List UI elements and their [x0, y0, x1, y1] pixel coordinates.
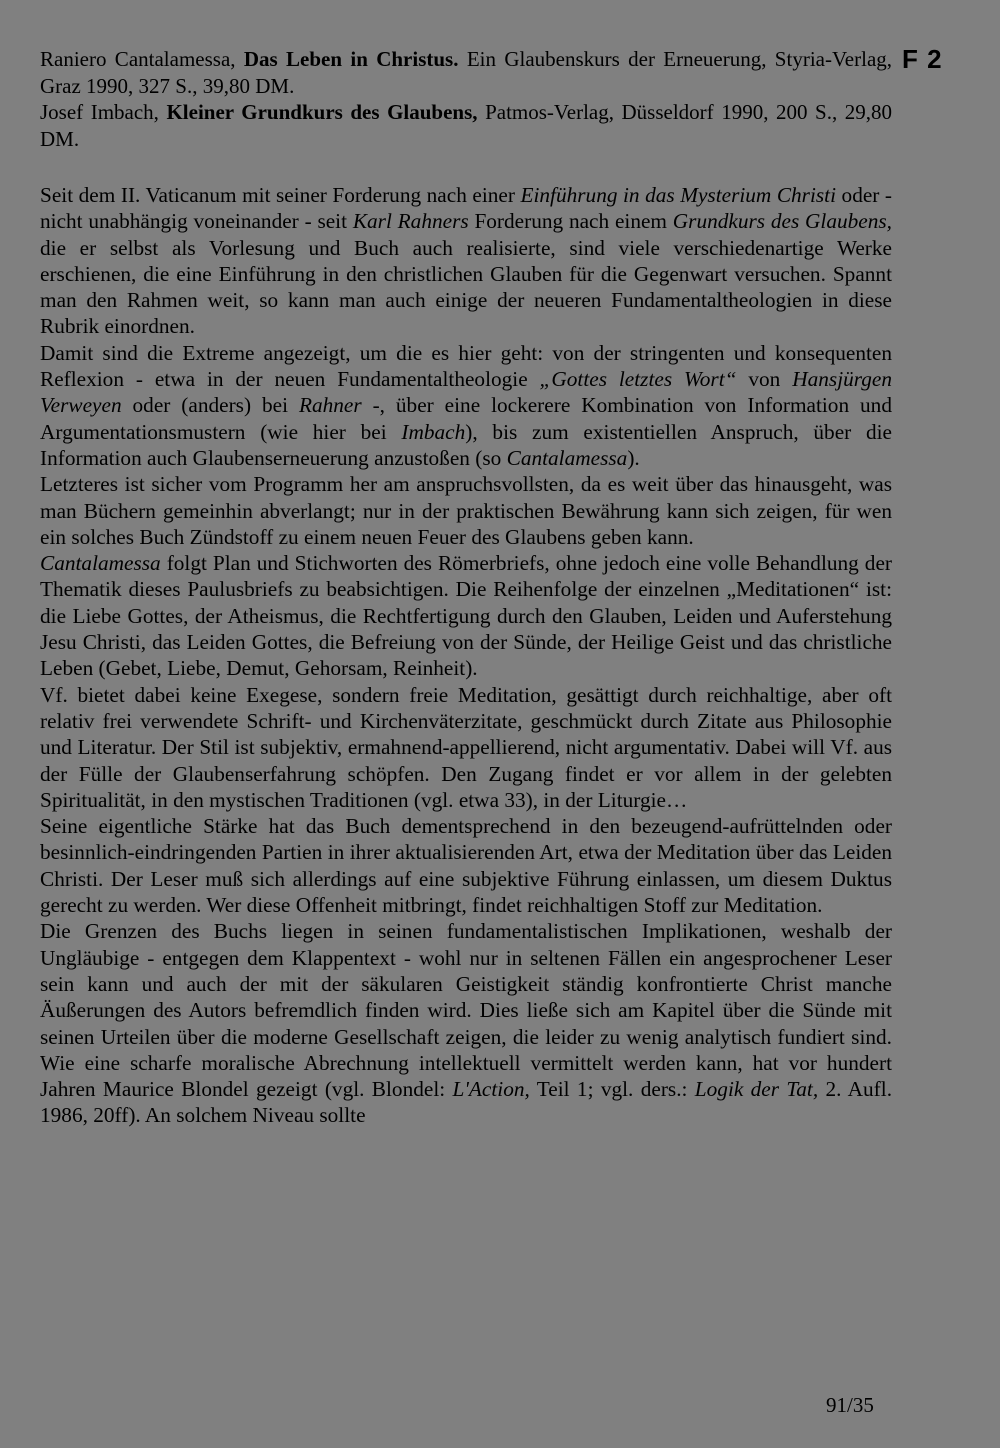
text-run: Teil 1; vgl. ders.:	[529, 1077, 695, 1102]
text-run: ), bis zum existentiellen Anspruch, über die Information auch Glaubenserneuerung anzustoßen (so	[40, 419, 893, 470]
paragraph-2	[40, 340, 892, 471]
bib-title: Das Leben in Christus.	[243, 47, 459, 71]
italic-run: „Gottes letztes Wort“	[539, 367, 737, 392]
text-run: Forderung nach einem	[468, 209, 673, 234]
italic-run: Hansjürgen Verweyen	[40, 367, 893, 418]
paragraph-1	[40, 182, 892, 340]
text-run: folgt Plan und Stichworten des Römerbriefs, ohne jedoch eine volle Behandlung der Thematik dieses Paulusbriefs zu beabsichtigen. Die Reihenfolge der einzelnen „Meditationen“ ist: die Liebe Gottes, der Atheismus, die Rechtfertigung durch den Glauben, Leiden und Auferstehung Jesu Christi, das Leiden Gottes, die Befreiung von der Sünde, der Heilige Geist und das christliche Leben (Gebet, Liebe, Demut, Gehorsam, Reinheit).	[40, 551, 892, 681]
text-run: oder (anders) bei	[121, 393, 299, 418]
bib-author: Raniero Cantalamessa,	[40, 47, 236, 71]
italic-run: Einführung in das Mysterium Christi	[520, 183, 837, 207]
italic-run: Karl Rahners	[352, 209, 469, 234]
italic-run: Grundkurs des Glaubens,	[672, 209, 892, 234]
review-page	[40, 46, 892, 1129]
text-run: Damit sind die Extreme angezeigt, um die es hier geht: von der stringenten und konsequenten Reflexion - etwa in der neuen Fundamentaltheologie	[40, 340, 892, 392]
bib-title: Kleiner Grundkurs des Glaubens,	[166, 100, 478, 124]
bib-details: Patmos-Verlag, Düsseldorf 1990, 200 S., 29,80 DM.	[40, 100, 892, 151]
bibliography-entry-1	[40, 46, 892, 99]
bibliography-entry-2	[40, 99, 892, 152]
italic-run: Cantalamessa	[506, 445, 628, 470]
text-run: ).	[627, 445, 640, 470]
text-run: Seit dem II. Vaticanum mit seiner Forderung nach einer	[40, 183, 521, 207]
text-run: 2. Aufl. 1986, 20ff). An solchem Niveau sollte	[40, 1077, 893, 1128]
italic-run: Logik der Tat,	[694, 1077, 819, 1102]
paragraph-7	[40, 918, 892, 1128]
text-run: -, über eine lockerere Kombination von Information und Argumentationsmustern (wie hier bei	[40, 393, 892, 444]
paragraph-5: Vf. bietet dabei keine Exegese, sondern freie Meditation, gesättigt durch reichhaltige, aber oft relativ frei verwendete Schrift- und Kirchenväterzitate, geschmückt durch Zitate aus Philosophie und Literatur. Der Stil ist subjektiv, ermahnend-appellierend, nicht argumentativ. Dabei will Vf. aus der Fülle der Glaubenserfahrung schöpfen. Den Zugang findet er vor allem in der gelebten Spiritualität, in den mystischen Traditionen (vgl. etwa 33), in der Liturgie…	[40, 682, 892, 812]
paragraph-4	[40, 550, 892, 681]
paragraph-3: Letzteres ist sicher vom Programm her am anspruchsvollsten, da es weit über das hinausgeht, was man Büchern gemeinhin abverlangt; nur in der praktischen Bewährung kann sich zeigen, für wen ein solches Buch Zündstoff zu einem neuen Feuer des Glaubens geben kann.	[40, 472, 892, 549]
text-run: Die Grenzen des Buchs liegen in seinen fundamentalistischen Implikationen, weshalb der Ungläubige - entgegen dem Klappentext - wohl nur in seltenen Fällen ein angesprochener Leser sein kann und auch der mit der säkularen Geistigkeit ständig konfrontierte Christ manche Äußerungen des Autors befremdlich finden wird. Dies ließe sich am Kapitel über die Sünde mit seinen Urteilen über die moderne Gesellschaft zeigen, die leider zu wenig analytisch fundiert sind. Wie eine scharfe moralische Abrechnung intellektuell vermittelt werden kann, hat vor hundert Jahren Maurice Blondel gezeigt (vgl. Blondel:	[40, 919, 892, 1102]
text-run: die er selbst als Vorlesung und Buch auch realisierte, sind viele verschiedenartige Werke erschienen, die eine Einführung in den christlichen Glauben für die Gegenwart versuchen. Spannt man den Rahmen weit, so kann man auch einige der neueren Fundamentaltheologien in diese Rubrik einordnen.	[40, 235, 892, 339]
italic-run: Imbach	[401, 419, 466, 444]
page-number: 91/35	[826, 1393, 874, 1417]
section-tag: F 2	[902, 44, 943, 74]
text-run: von	[736, 367, 793, 392]
text-run: oder - nicht unabhängig voneinander - seit	[40, 183, 892, 234]
bib-details: Ein Glaubenskurs der Erneuerung, Styria-Verlag, Graz 1990, 327 S., 39,80 DM.	[40, 47, 893, 98]
paragraph-6: Seine eigentliche Stärke hat das Buch dementsprechend in den bezeugend-aufrüttelnden oder besinnlich-eindringenden Partien in ihrer aktualisierenden Art, etwa der Meditation über das Leiden Christi. Der Leser muß sich allerdings auf eine subjektive Führung einlassen, um diesem Duktus gerecht zu werden. Wer diese Offenheit mitbringt, findet reichhaltigen Stoff zur Meditation.	[40, 814, 892, 918]
italic-run: L'Action,	[452, 1077, 530, 1102]
italic-run: Rahner	[298, 393, 362, 418]
bib-author: Josef Imbach,	[40, 100, 159, 124]
italic-run: Cantalamessa	[40, 551, 161, 576]
